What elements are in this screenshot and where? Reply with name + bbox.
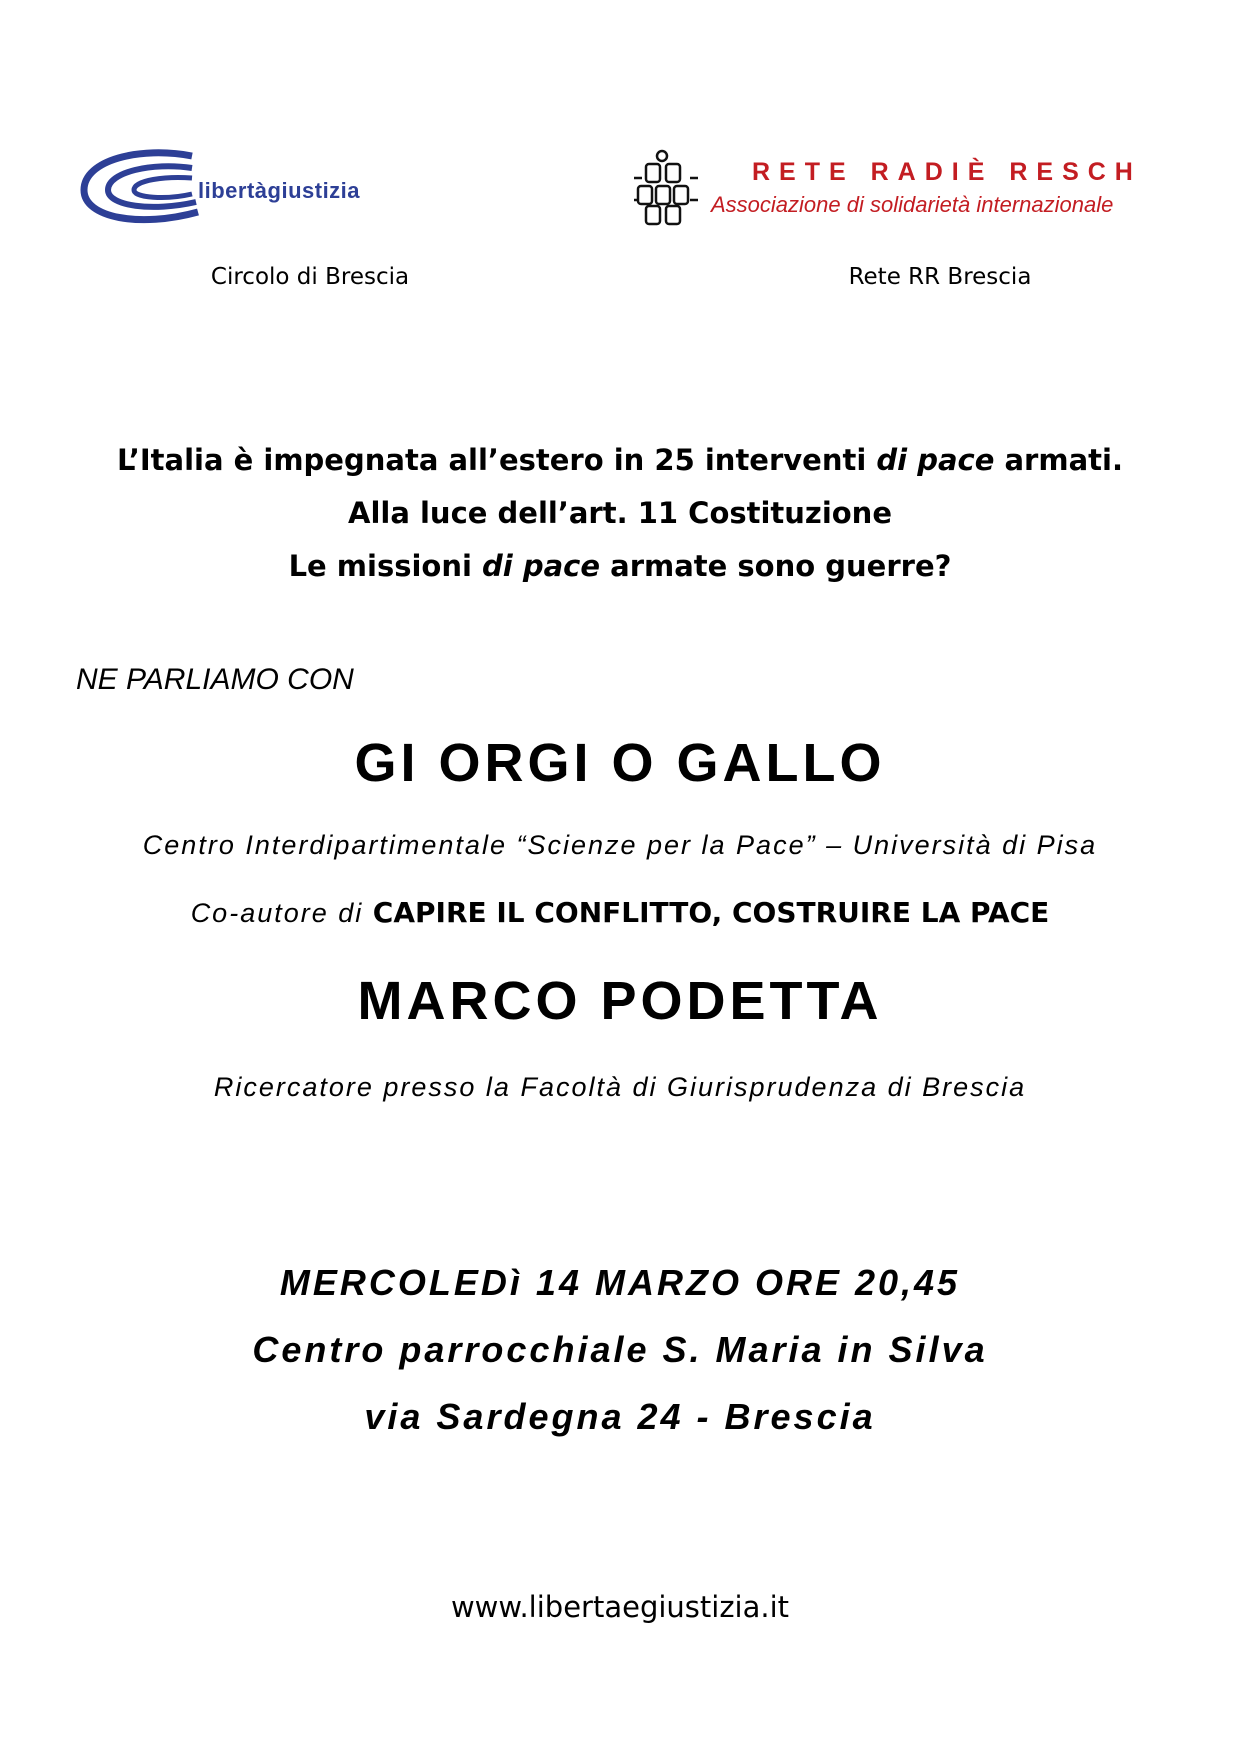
question-line-2: Alla luce dell’art. 11 Costituzione <box>348 496 892 530</box>
event-address: via Sardegna 24 - Brescia <box>364 1396 876 1437</box>
rete-radie-resch-subtitle: Associazione di solidarietà internazionale <box>711 192 1114 217</box>
question-line-1: L’Italia è impegnata all’estero in 25 interventi di pace armati. <box>117 443 1123 477</box>
liberta-giustizia-logo <box>80 148 440 238</box>
rete-radie-resch-logo <box>632 148 1172 238</box>
coauthor-line: Co-autore di CAPIRE IL CONFLITTO, COSTRUIRE LA PACE <box>190 896 1050 929</box>
speaker-affiliation-giorgio-gallo: Centro Interdipartimentale “Scienze per la Pace” – Università di Pisa <box>142 830 1098 860</box>
figures-emblem-icon <box>632 148 702 228</box>
book-title: CAPIRE IL CONFLITTO, COSTRUIRE LA PACE <box>372 896 1050 929</box>
rete-radie-resch-title: RETE RADIÈ RESCH <box>752 158 1142 186</box>
website-link[interactable]: www.libertaegiustizia.it <box>450 1590 790 1624</box>
speaker-name-giorgio-gallo: GI ORGI O GALLO <box>354 733 886 793</box>
speaker-affiliation-marco-podetta: Ricercatore presso la Facoltà di Giurisprudenza di Brescia <box>213 1072 1027 1102</box>
left-logo-caption: Circolo di Brescia <box>210 264 410 290</box>
intro-text: NE PARLIAMO CON <box>76 663 354 696</box>
question-line-3: Le missioni di pace armate sono guerre? <box>288 549 952 583</box>
event-venue: Centro parrocchiale S. Maria in Silva <box>252 1329 988 1370</box>
event-date: MERCOLEDì 14 MARZO ORE 20,45 <box>279 1262 961 1303</box>
right-logo-caption: Rete RR Brescia <box>848 264 1032 290</box>
liberta-giustizia-wordmark: libertàgiustizia <box>198 178 361 203</box>
speaker-name-marco-podetta: MARCO PODETTA <box>357 971 883 1031</box>
